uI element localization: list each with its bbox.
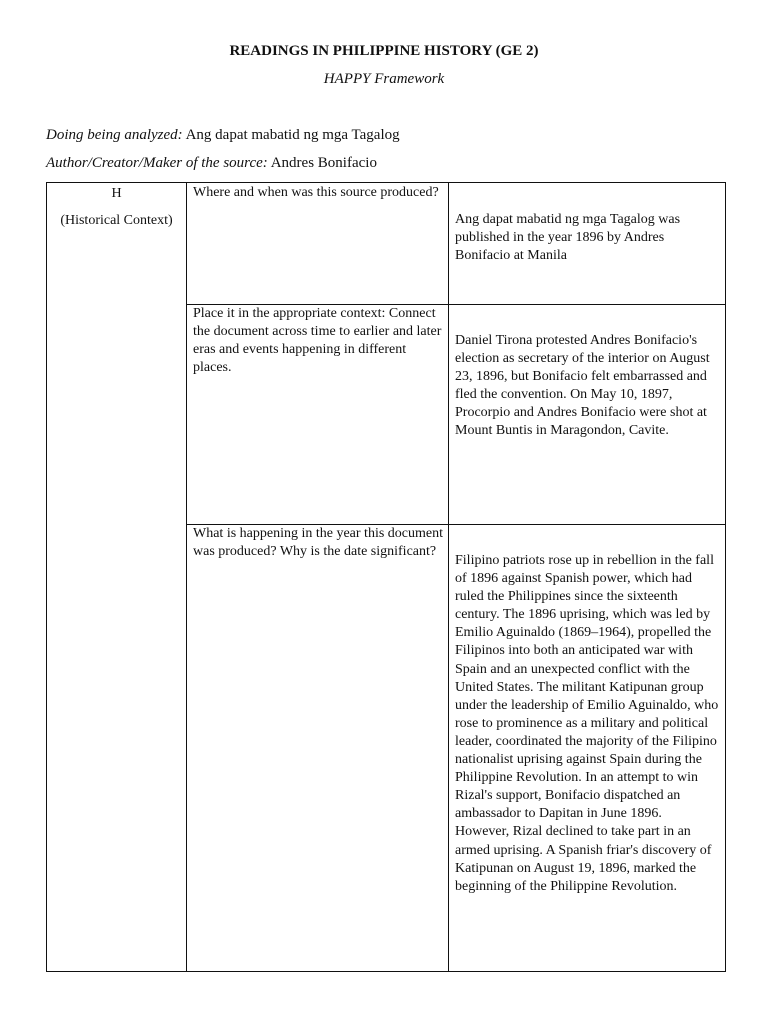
table-divider-vertical-1	[186, 183, 187, 971]
document-analyzed-line	[46, 127, 400, 144]
h-letter: H	[111, 186, 122, 201]
answer-cell: Ang dapat mabatid ng mga Tagalog was published in the year 1896 by Andres Bonifacio at Manila	[455, 212, 681, 264]
author-line	[46, 155, 377, 172]
document-analyzed-label: Doing being analyzed:	[46, 127, 183, 143]
answer-cell: Daniel Tirona protested Andres Bonifacio's election as secretary of the interior on August 23, 1896, but Bonifacio felt embarrassed and fled the convention. On May 10, 1897, Procorpio and Andres Bonifacio were shot at Mount Buntis in Maragondon, Cavite.	[455, 333, 710, 439]
historical-context-header	[47, 185, 186, 230]
answer-cell: Filipino patriots rose up in rebellion in the fall of 1896 against Spanish power, which had ruled the Philippines since the sixteenth century. The 1896 uprising, which was led by Emilio Aguinaldo (1869–1964), propelled the Filipinos into both an anticipated war with Spain and an unexpected conflict with the United States. The militant Katipunan group under the leadership of Emilio Aguinaldo, who rose to prominence as a military and political leader, coordinated the majority of the Filipino nationalist uprising against Spain during the Philippine Revolution. In an attempt to win Rizal's support, Bonifacio dispatched an ambassador to Dapitan in June 1896. However, Rizal declined to take part in an armed uprising. A Spanish friar's discovery of Katipunan on August 19, 1896, marked the beginning of the Philippine Revolution.	[455, 553, 719, 894]
document-title: READINGS IN PHILIPPINE HISTORY (GE 2)	[229, 43, 539, 59]
question-cell: Where and when was this source produced?	[193, 185, 439, 200]
author-label: Author/Creator/Maker of the source:	[46, 155, 268, 171]
question-cell: What is happening in the year this document was produced? Why is the date significant?	[193, 526, 443, 560]
document-subtitle: HAPPY Framework	[323, 71, 445, 87]
h-label: (Historical Context)	[60, 213, 173, 229]
happy-framework-table	[46, 182, 726, 972]
author-value: Andres Bonifacio	[270, 155, 377, 171]
document-analyzed-value: Ang dapat mabatid ng mga Tagalog	[185, 127, 400, 143]
table-divider-vertical-2	[448, 183, 449, 971]
question-cell: Place it in the appropriate context: Connect the document across time to earlier and later eras and events happening in different places.	[193, 306, 442, 376]
